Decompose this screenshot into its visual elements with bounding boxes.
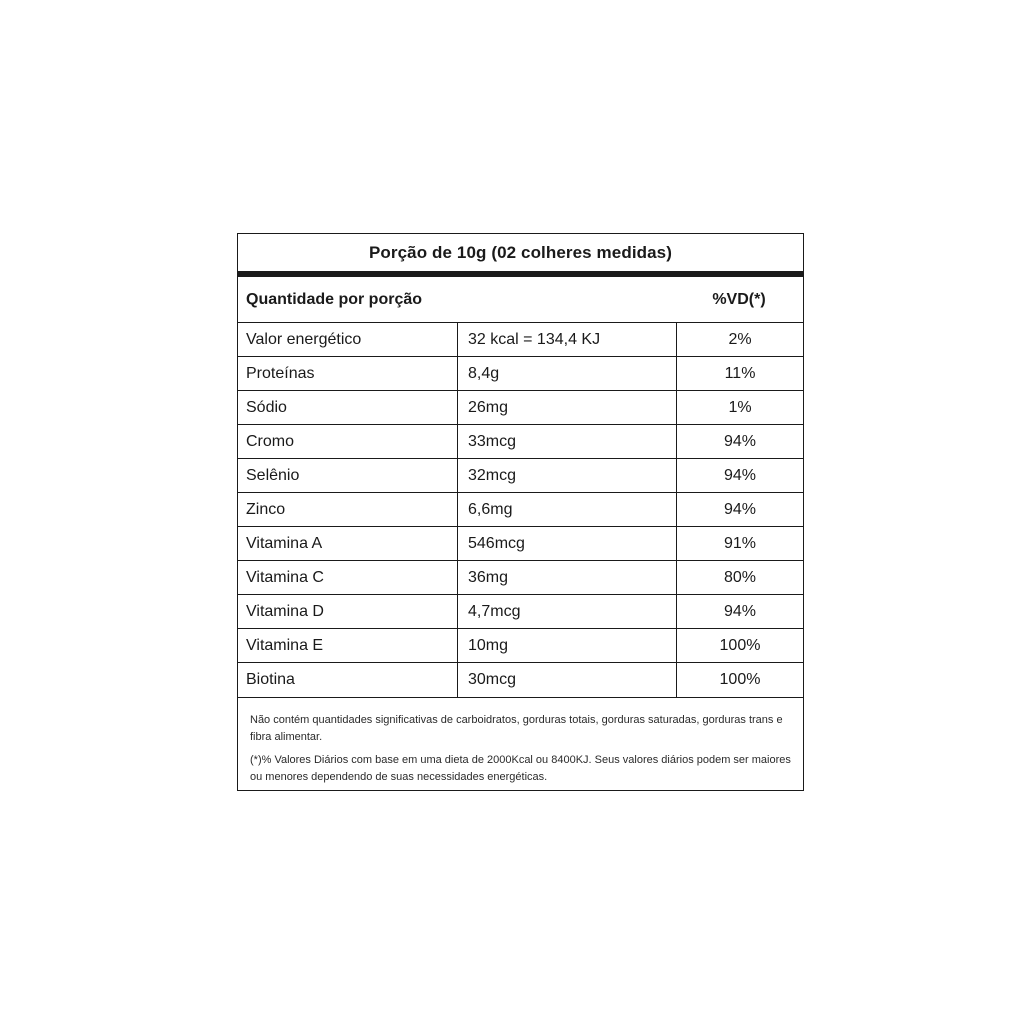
nutrient-name: Sódio [238,391,458,424]
nutrient-amount: 36mg [458,561,677,594]
nutrient-name: Valor energético [238,323,458,356]
nutrient-amount: 6,6mg [458,493,677,526]
table-row [238,459,803,493]
nutrient-daily-value: 94% [723,500,757,518]
table-row [238,629,803,663]
nutrient-daily-value: 11% [724,364,756,382]
nutrient-daily-value: 94% [723,466,757,484]
nutrient-amount: 8,4g [458,357,677,390]
nutrient-daily-value: 91% [723,534,757,552]
portion-title: Porção de 10g (02 colheres medidas) [368,242,672,262]
footnotes [238,698,803,786]
nutrient-name: Vitamina D [238,595,458,628]
table-row [238,357,803,391]
daily-value-header: %VD(*) [712,290,766,308]
table-row [238,323,803,357]
nutrient-daily-value: 94% [723,602,757,620]
nutrient-amount: 4,7mcg [458,595,677,628]
nutrient-daily-value: 2% [728,330,752,348]
table-row [238,391,803,425]
nutrient-name: Zinco [238,493,458,526]
nutrient-daily-value: 100% [719,636,761,654]
nutrient-name: Vitamina E [238,629,458,662]
table-row [238,527,803,561]
nutrient-name: Selênio [238,459,458,492]
nutrient-amount: 26mg [458,391,677,424]
table-row [238,595,803,629]
table-row [238,561,803,595]
nutrient-amount: 546mcg [458,527,677,560]
table-row [238,663,803,697]
nutrient-amount: 30mcg [458,663,677,697]
nutrient-name: Proteínas [238,357,458,390]
nutrient-daily-value: 94% [723,432,757,450]
table-row [238,425,803,459]
nutrient-rows [238,323,803,698]
quantity-per-portion-label: Quantidade por porção [246,290,423,308]
nutrient-daily-value: 80% [723,568,757,586]
nutrient-daily-value: 1% [728,398,752,416]
daily-values-note: (*)% Valores Diários com base em uma dieta de 2000Kcal ou 8400KJ. Seus valores diários podem ser maiores ou menores dependendo de suas necessidades energéticas. [250,754,791,783]
table-row [238,493,803,527]
nutrition-facts-table [237,233,804,791]
quantity-header [238,277,803,323]
nutrient-amount: 10mg [458,629,677,662]
not-significant-note: Não contém quantidades significativas de carboidratos, gorduras totais, gorduras saturadas, gorduras trans e fibra alimentar. [250,714,783,743]
nutrient-name: Vitamina A [238,527,458,560]
nutrient-name: Vitamina C [238,561,458,594]
nutrient-amount: 33mcg [458,425,677,458]
nutrient-name: Biotina [238,663,458,697]
nutrient-daily-value: 100% [719,671,761,688]
nutrient-name: Cromo [238,425,458,458]
nutrient-amount: 32mcg [458,459,677,492]
nutrient-amount: 32 kcal = 134,4 KJ [458,323,677,356]
